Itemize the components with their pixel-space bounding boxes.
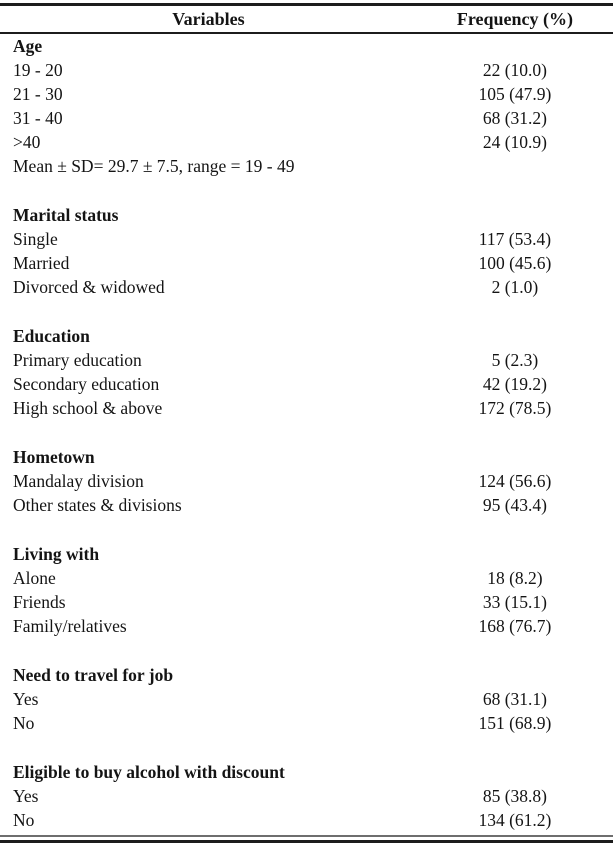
row-label: Secondary education: [13, 374, 160, 394]
row-frequency-value: 2 (1.0): [491, 277, 539, 297]
row-label: Yes: [13, 689, 39, 709]
row-label: >40: [13, 132, 41, 152]
section-header-label: Living with: [13, 544, 100, 564]
section-spacer: [0, 517, 613, 542]
table-row: [0, 784, 613, 808]
row-label: Mandalay division: [13, 471, 144, 491]
row-frequency-value: 85 (38.8): [482, 786, 547, 806]
table-row: [0, 227, 613, 251]
row-frequency-value: 117 (53.4): [478, 229, 552, 249]
section-header-row: [0, 203, 613, 227]
table-row: [0, 566, 613, 590]
table-header-row: [0, 3, 613, 34]
table-row: [0, 130, 613, 154]
section-header-row: [0, 34, 613, 58]
section-header-label: Eligible to buy alcohol with discount: [13, 762, 285, 782]
row-frequency-value: 24 (10.9): [482, 132, 547, 152]
section-header-row: [0, 760, 613, 784]
row-frequency-value: 33 (15.1): [482, 592, 547, 612]
table-row: [0, 493, 613, 517]
section-header-label: Age: [13, 36, 43, 56]
row-frequency-value: 95 (43.4): [482, 495, 547, 515]
row-label: Family/relatives: [13, 616, 127, 636]
row-frequency-value: 172 (78.5): [478, 398, 552, 418]
section-note-row: [0, 154, 613, 178]
table-row: [0, 372, 613, 396]
section-header-label: Marital status: [13, 205, 119, 225]
row-label: Friends: [13, 592, 66, 612]
row-label: Alone: [13, 568, 56, 588]
row-frequency-value: 22 (10.0): [482, 60, 547, 80]
column-header-frequency: Frequency (%): [456, 8, 573, 29]
row-frequency-value: 68 (31.1): [482, 689, 547, 709]
section-spacer: [0, 638, 613, 663]
row-frequency-value: 151 (68.9): [478, 713, 552, 733]
section-header-row: [0, 663, 613, 687]
row-frequency-value: 168 (76.7): [478, 616, 552, 636]
row-frequency-value: 18 (8.2): [487, 568, 543, 588]
row-frequency-value: 105 (47.9): [478, 84, 552, 104]
table-row: [0, 711, 613, 735]
row-label: 31 - 40: [13, 108, 63, 128]
row-label: 21 - 30: [13, 84, 63, 104]
table-bottom-rule: [0, 835, 613, 843]
row-label: Divorced & widowed: [13, 277, 165, 297]
section-header-label: Hometown: [13, 447, 95, 467]
section-header-row: [0, 542, 613, 566]
row-frequency-value: 42 (19.2): [482, 374, 547, 394]
section-spacer: [0, 299, 613, 324]
table-row: [0, 82, 613, 106]
row-frequency-value: 124 (56.6): [478, 471, 552, 491]
table-row: [0, 275, 613, 299]
section-spacer: [0, 178, 613, 203]
table-row: [0, 808, 613, 832]
table-row: [0, 590, 613, 614]
row-label: Married: [13, 253, 70, 273]
table-body: [0, 34, 613, 832]
table-row: [0, 687, 613, 711]
section-spacer: [0, 420, 613, 445]
table-row: [0, 348, 613, 372]
section-header-row: [0, 324, 613, 348]
row-frequency-value: 100 (45.6): [478, 253, 552, 273]
table-row: [0, 614, 613, 638]
table-row: [0, 396, 613, 420]
row-label: No: [13, 713, 35, 733]
row-frequency-value: 5 (2.3): [491, 350, 539, 370]
section-spacer: [0, 735, 613, 760]
row-label: Yes: [13, 786, 39, 806]
column-header-variables: Variables: [172, 8, 245, 29]
row-label: Other states & divisions: [13, 495, 182, 515]
row-label: Primary education: [13, 350, 142, 370]
row-frequency-value: 68 (31.2): [482, 108, 547, 128]
section-header-label: Need to travel for job: [13, 665, 174, 685]
row-frequency-value: 134 (61.2): [478, 810, 552, 830]
section-note: Mean ± SD= 29.7 ± 7.5, range = 19 - 49: [13, 156, 295, 176]
row-label: 19 - 20: [13, 60, 63, 80]
row-label: No: [13, 810, 35, 830]
table-row: [0, 106, 613, 130]
row-label: Single: [13, 229, 58, 249]
section-header-row: [0, 445, 613, 469]
section-header-label: Education: [13, 326, 90, 346]
table-row: [0, 469, 613, 493]
table-row: [0, 251, 613, 275]
row-label: High school & above: [13, 398, 163, 418]
table-row: [0, 58, 613, 82]
